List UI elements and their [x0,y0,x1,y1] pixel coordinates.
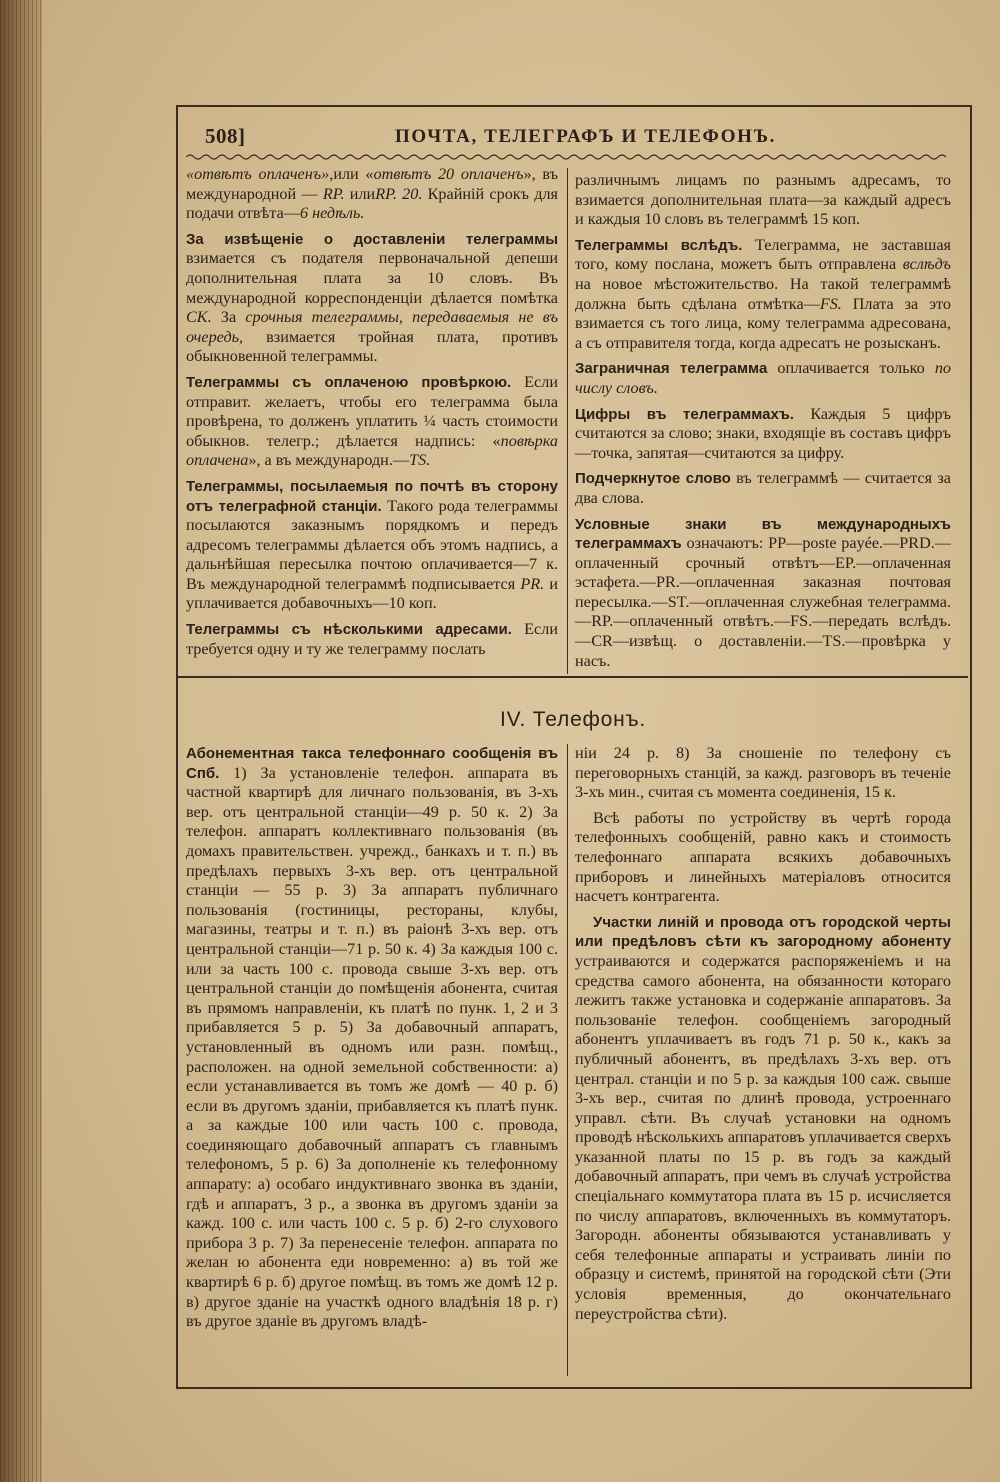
page-number: 508] [205,124,246,148]
italic-text: вслѣдъ [902,255,951,274]
text-run: оплачивается только [767,359,935,378]
text-run: », въ международной — [186,165,558,203]
paragraph [186,620,558,659]
text-run: Телеграмма, не заставшая того, кому послана, можетъ быть отправлена [575,235,951,274]
text-run: и уплачивается добавочныхъ—10 коп. [186,574,558,613]
paragraph [186,477,558,614]
paragraph [186,373,558,471]
text-run: 1) За установленіе телефон. аппарата въ частной квартирѣ для личнаго пользованія, въ 3-хъ вер. отъ центральной станціи—49 р. 50 к. 2) За телефон. аппаратъ коллективнаго пользованія (въ домахъ правительствен. учрежд., банкахъ и т. п.) въ предѣлахъ первыхъ 3-хъ вер. отъ центральной станціи — 55 р. 3) За аппаратъ публичнаго пользованія (гостиницы, рестораны, клубы, магазины, театры и т. п.) въ раіонѣ 3-хъ вер. отъ центральной станціи—71 р. 50 к. 4) За каждыя 100 с. или за часть 100 с. провода свыше 3-хъ вер. отъ центральной станціи до помѣщенія абонента, считая въ прямомъ направленіи, къ платѣ по пунк. 1, 2 и 3 прибавляется 5 р. 5) За добавочный аппаратъ, установленный въ одномъ или разн. помѣщ., расположен. на одной земельной собственности: а) если устанавливается въ томъ же домѣ — 40 р. б) если въ другомъ зданіи, прибавляется къ платѣ пунк. а за каждые 100 или часть 100 с. провода, соединяющаго добавочный аппаратъ съ главнымъ телефономъ, 5 р. 6) За дополненіе къ телефонному аппарату: а) особаго индуктивнаго звонка въ зданіи, гдѣ и аппаратъ, 3 р., а звонка въ другомъ зданіи за кажд. 100 с. или часть 100 с. 5 р. б) 2-го слухового прибора 3 р. 7) За перенесеніе телефон. аппарата по желан ю абонента еди новременно: а) въ той же квартирѣ 6 р. б) другое помѣщ. въ томъ же домѣ 12 р. в) другое зданіе на участкѣ одного владѣнія 18 р. г) въ другое зданіе въ другомъ владѣ- [186,763,558,1331]
paragraph-heading: Заграничная телеграмма [575,360,768,378]
text-run: За [211,308,246,327]
paragraph [186,744,558,1332]
text-run: Плата за это взимается съ того лица, кому телеграмма адресована, а съ отправителя тогда, когда адресатъ не розысканъ. [575,294,951,352]
paragraph-heading: Условные знаки въ международныхъ телеграммахъ [575,515,951,553]
italic-text: отвѣтъ 20 оплаченъ [373,165,524,183]
paragraph [575,405,951,464]
paragraph-heading: Подчеркнутое слово [575,470,731,488]
italic-text: RP. 20. [375,184,423,203]
paragraph [575,171,951,230]
telephone-right-column [575,744,951,1330]
wavy-rule [186,152,951,162]
paragraph [186,230,558,367]
page-title: ПОЧТА, ТЕЛЕГРАФЪ И ТЕЛЕФОНЪ. [395,126,776,147]
column-divider-bottom [567,744,568,1376]
paragraph-heading: Участки линій и провода отъ городской черты или предѣловъ сѣти къ загородному абоненту [575,913,951,951]
text-run: ніи 24 р. 8) За сношеніе по телефону съ переговорныхъ станцій, за кажд. разговоръ въ теченіе 3-хъ мин., считая съ момента соединенія, 15 к. [575,744,951,802]
paragraph-heading: За извѣщеніе о доставленіи телеграммы [186,230,558,248]
text-run: Такого рода телеграммы посылаются заказнымъ порядкомъ и передъ адресомъ телеграммы дѣлается объ этомъ надпись, а дальнѣйшая пересылка почтою оплачивается—7 к. Въ международной телеграммѣ подписывается [186,496,558,593]
paragraph [575,744,951,803]
text-run: Если отправит. желаетъ, чтобы его телеграмма была провѣрена, то долженъ уплатить ¼ часть стоимости обыкнов. телегр.; дѣлается надпись: « [186,372,558,450]
column-divider-top [567,168,568,674]
italic-text: «отвѣтъ оплаченъ» [186,165,330,183]
italic-text: срочныя телеграммы, передаваемыя не въ очередь, [186,308,558,346]
paragraph [575,515,951,672]
book-page-edge [0,0,42,1482]
paragraph-heading: Телеграммы вслѣдъ. [575,236,743,254]
paragraph-heading: Цифры въ телеграммахъ. [575,405,794,423]
telephone-left-column [186,744,558,1338]
italic-text: PR. [520,574,545,593]
text-run: означаютъ: PP—poste payée.—PRD.—оплаченный срочный отвѣтъ—EP.—оплаченная эстафета.—PR.—оплаченная заказная почтовая пересылка.—ST.—оплаченная служебная телеграмма.—RP.—оплаченный отвѣтъ.—FS.—передать вслѣдъ.—CR—извѣщ. о доставленіи.—TS.—провѣрка у насъ. [575,534,951,670]
running-header [205,120,960,154]
text-run: Крайній срокъ для подачи отвѣта— [186,184,559,223]
paragraph [575,469,951,508]
italic-text: по числу словъ. [575,359,951,397]
paragraph [186,165,558,224]
text-run: устраиваются и содержатся распоряженіемъ и на средства самого абонента, на обязанности котораго лежитъ также установка и содержаніе аппаратовъ. За пользованіе телефон. сообщеніемъ загородный абонентъ уплачиваетъ въ годъ 71 р. 50 к., какъ за публичный абонентъ, въ предѣлахъ 3-хъ вер. отъ централ. станціи и по 5 р. за каждыя 100 саж. свыше 3-хъ вер., считая по длинѣ провода, устроеннаго управл. сѣти. Въ случаѣ установки на одномъ проводѣ нѣсколькихъ аппаратовъ уплачивается сверхъ указанной платы по 15 р. въ годъ за каждый добавочный аппаратъ, при чемъ въ случаѣ устройства спеціальнаго коммутатора плата въ 15 р. исчисляется по числу аппаратовъ, включенныхъ въ коммутаторъ. Загородн. абоненты обязываются устанавливать у себя телефонные аппараты и устраивать линіи по образцу и системѣ, принятой на городской сѣти (Эти условія временныя, до окончательнаго переустройства сѣти). [575,951,951,1323]
italic-text: FS. [819,294,842,313]
italic-text: RP. [322,184,345,203]
paragraph [575,359,951,398]
paragraph [575,913,951,1324]
paragraph-heading: Абонементная такса телефоннаго сообщенія въ Спб. [186,745,558,782]
text-run: или [344,184,376,203]
paragraph-heading: Телеграммы съ оплаченою провѣркою. [186,373,512,391]
section-heading-telephone: IV. Телефонъ. [500,708,647,731]
paragraph-heading: Телеграммы съ нѣсколькими адресами. [186,621,512,639]
italic-text: TS. [409,451,431,470]
text-run: », а въ международн.— [248,451,410,470]
text-run: Если требуется одну и ту же телеграмму послать [186,620,558,658]
text-run: Всѣ работы по устройству въ чертѣ города телефонныхъ сообщеній, равно какъ и стоимость телефоннаго аппарата всякихъ добавочныхъ приборовъ и линейныхъ матеріаловъ относится насчетъ контрагента. [575,808,951,906]
text-run: взимается съ подателя первоначальной депеши дополнительная плата за 10 словъ. Въ международной корреспонденціи дѣлается помѣтка [186,249,558,307]
text-run: различнымъ лицамъ по разнымъ адресамъ, то взимается дополнительная плата—за каждый адресъ и каждыя 10 словъ въ телеграммѣ 15 коп. [575,171,951,229]
text-run: на новое мѣстожительство. На такой телеграммѣ должна быть сдѣлана отмѣтка— [575,274,951,313]
telegraph-left-column [186,165,558,665]
text-run: взимается тройная плата, противъ обыкновенной телеграммы. [186,327,558,366]
text-run: ,или « [329,165,374,183]
italic-text: повѣрка оплачена [186,431,558,470]
telegraph-right-column [575,171,951,677]
text-run: Каждыя 5 цифръ считаются за слово; знаки, входящіе въ составъ цифръ—точка, запятая—считаются за цифру. [575,404,951,462]
paragraph [575,809,951,907]
text-run: въ телеграммѣ — считается за два слова. [575,469,951,507]
paragraph-heading: Телеграммы, посылаемыя по почтѣ въ сторону отъ телеграфной станціи. [186,477,558,515]
paragraph [575,236,951,354]
italic-text: 6 недѣль. [299,204,365,223]
italic-text: CK. [186,308,212,327]
